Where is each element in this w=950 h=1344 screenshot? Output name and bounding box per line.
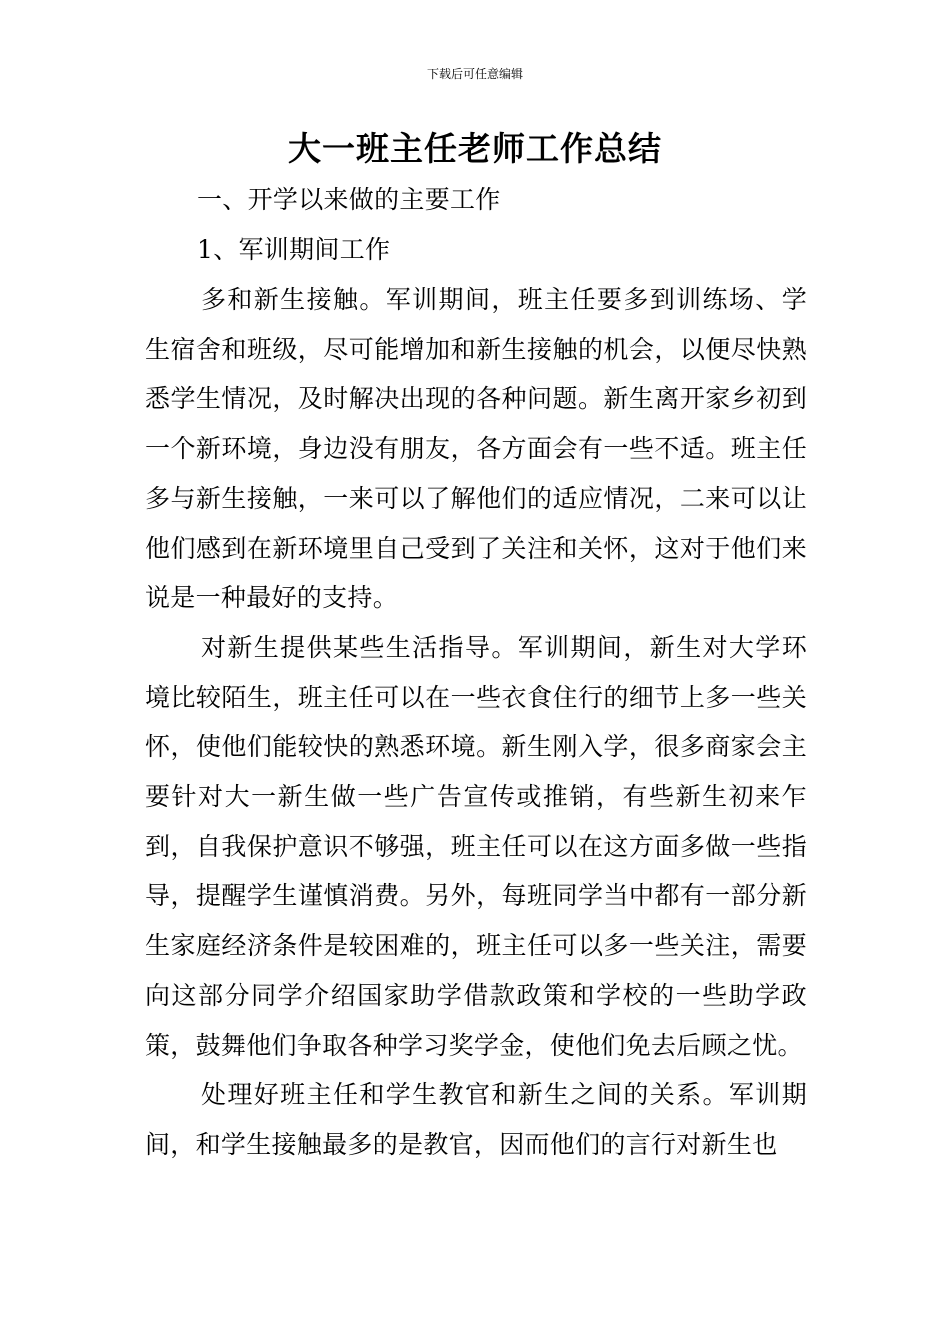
paragraph-contact-students: 多和新生接触。军训期间，班主任要多到训练场、学生宿舍和班级，尽可能增加和新生接触的机会，以便尽快熟悉学生情况，及时解决出现的各种问题。新生离开家乡初到一个新环境，身边没有朋友，各方面会有一些不适。班主任多与新生接触，一来可以了解他们的适应情况，二来可以让他们感到在新环境里自己受到了关注和关怀，这对于他们来说是一种最好的支持。 xyxy=(145,285,807,613)
header-note: 下载后可任意编辑 xyxy=(426,67,523,81)
subsection-heading-text: 1、军训期间工作 xyxy=(197,235,391,264)
body-paragraphs xyxy=(145,275,807,1170)
subsection-heading xyxy=(145,225,807,275)
section-heading-text: 一、开学以来做的主要工作 xyxy=(197,185,501,214)
paragraph-life-guidance: 对新生提供某些生活指导。军训期间，新生对大学环境比较陌生，班主任可以在一些衣食住行的细节上多一些关怀，使他们能较快的熟悉环境。新生刚入学，很多商家会主要针对大一新生做一些广告宣传或推销，有些新生初来乍到，自我保护意识不够强，班主任可以在这方面多做一些指导，提醒学生谨慎消费。另外，每班同学当中都有一部分新生家庭经济条件是较困难的，班主任可以多一些关注，需要向这部分同学介绍国家助学借款政策和学校的一些助学政策，鼓舞他们争取各种学习奖学金，使他们免去后顾之忧。 xyxy=(145,632,807,1060)
document-title: 大一班主任老师工作总结 xyxy=(288,129,662,168)
section-heading xyxy=(145,175,807,225)
paragraph-instructor-relations: 处理好班主任和学生教官和新生之间的关系。军训期间，和学生接触最多的是教官，因而他们的言行对新生也 xyxy=(145,1080,807,1159)
